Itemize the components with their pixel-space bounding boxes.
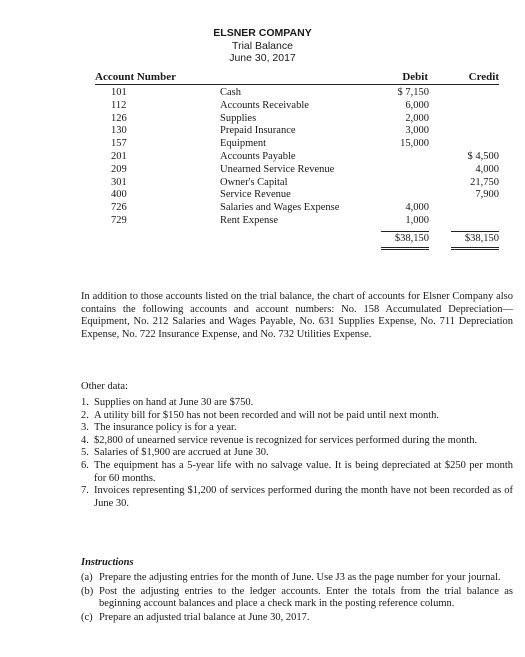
header-underline: [95, 84, 499, 85]
list-item-text: Supplies on hand at June 30 are $750.: [94, 397, 254, 408]
list-item-number: 7.: [81, 485, 89, 497]
credit-total-rule: [451, 231, 499, 232]
account-number: 157: [111, 138, 127, 150]
account-number: 130: [111, 125, 127, 137]
other-data-list: [81, 397, 513, 510]
column-header-credit: Credit: [468, 71, 499, 83]
table-row: [0, 138, 525, 151]
account-name: Unearned Service Revenue: [220, 163, 335, 175]
trial-balance-header: [0, 27, 525, 65]
statement-date: June 30, 2017: [229, 52, 296, 64]
table-row: [0, 100, 525, 113]
table-row: [0, 113, 525, 126]
credit-amount: 7,900: [475, 189, 499, 201]
list-item: [81, 447, 513, 460]
credit-amount: $ 4,500: [467, 150, 499, 162]
list-item-text: Prepare an adjusted trial balance at June 30, 2017.: [99, 611, 310, 623]
account-number: 126: [111, 112, 127, 124]
debit-total-rule: [381, 231, 429, 232]
debit-double-rule-1: [381, 247, 429, 248]
debit-amount: 3,000: [405, 125, 429, 137]
company-name: ELSNER COMPANY: [213, 27, 312, 39]
list-item-number: 6.: [81, 459, 89, 471]
other-data-label: Other data:: [81, 381, 128, 392]
account-number: 112: [111, 99, 127, 111]
chart-of-accounts-paragraph: In addition to those accounts listed on the trial balance, the chart of accounts for Elsner Company also contains the following accounts and account numbers: No. 158 Accumulated Depreciation—Equipment, No. 212 Salaries and Wages Payable, No. 631 Supplies Expense, No. 711 Depreciation Expense, No. 722 Insurance Expense, and No. 732 Utilities Expense.: [81, 291, 513, 340]
credit-double-rule-1: [451, 247, 499, 248]
credit-total: $38,150: [464, 233, 499, 244]
list-item-text: The insurance policy is for a year.: [94, 422, 237, 434]
statement-title: Trial Balance: [232, 39, 293, 52]
list-item-number: (c): [81, 611, 93, 623]
debit-amount: 2,000: [405, 112, 429, 124]
table-row: [0, 87, 525, 100]
list-item-text: $2,800 of unearned service revenue is recognized for services performed during the month.: [94, 434, 478, 446]
list-item: [81, 485, 513, 510]
instructions-title: Instructions: [81, 557, 134, 568]
table-row: [0, 215, 525, 228]
list-item-number: 3.: [81, 422, 89, 434]
account-number: 729: [111, 214, 127, 226]
column-header-debit: Debit: [402, 71, 428, 83]
list-item-number: (b): [81, 585, 94, 597]
list-item-number: 4.: [81, 434, 89, 446]
account-name: Supplies: [220, 112, 257, 124]
account-name: Prepaid Insurance: [220, 125, 296, 137]
table-row: [0, 189, 525, 202]
trial-balance-rows: [0, 87, 525, 228]
debit-total: $38,150: [394, 233, 429, 244]
table-row: [0, 202, 525, 215]
list-item: [81, 435, 513, 448]
account-name: Accounts Receivable: [220, 99, 309, 111]
list-item-text: The equipment has a 5-year life with no salvage value. It is being depreciated at $250 per month for 60 months.: [94, 459, 513, 484]
account-number: 400: [111, 189, 127, 201]
column-header-account-number: Account Number: [95, 71, 176, 83]
account-number: 726: [111, 202, 127, 214]
account-number: 301: [111, 176, 127, 188]
list-item-text: Prepare the adjusting entries for the month of June. Use J3 as the page number for your journal.: [99, 572, 501, 583]
account-number: 209: [111, 163, 127, 175]
table-row: [0, 125, 525, 138]
list-item: [81, 612, 513, 625]
list-item-text: Post the adjusting entries to the ledger accounts. Enter the totals from the trial balance as beginning account balances and place a check mark in the posting reference column.: [99, 585, 513, 610]
account-number: 201: [111, 150, 127, 162]
table-row: [0, 151, 525, 164]
list-item: [81, 586, 513, 611]
account-name: Cash: [220, 87, 241, 98]
list-item: [81, 422, 513, 435]
list-item: [81, 410, 513, 423]
list-item: [81, 460, 513, 485]
list-item-text: Salaries of $1,900 are accrued at June 30.: [94, 447, 269, 459]
account-name: Owner's Capital: [220, 176, 288, 188]
list-item-number: (a): [81, 572, 93, 583]
instructions-list: [81, 572, 513, 625]
list-item-text: A utility bill for $150 has not been recorded and will not be paid until next month.: [94, 409, 439, 421]
credit-amount: 21,750: [470, 176, 499, 188]
debit-amount: 15,000: [400, 138, 429, 150]
debit-amount: 1,000: [405, 214, 429, 226]
credit-double-rule-2: [451, 249, 499, 250]
list-item-number: 5.: [81, 447, 89, 459]
list-item: [81, 397, 513, 410]
list-item-text: Invoices representing $1,200 of services performed during the month have not been recorded as of June 30.: [94, 485, 513, 509]
account-name: Service Revenue: [220, 189, 291, 201]
account-name: Rent Expense: [220, 214, 279, 226]
account-name: Accounts Payable: [220, 150, 296, 162]
debit-amount: 6,000: [405, 99, 429, 111]
account-number: 101: [111, 87, 127, 98]
account-name: Salaries and Wages Expense: [220, 202, 340, 214]
credit-amount: 4,000: [475, 163, 499, 175]
table-row: [0, 177, 525, 190]
debit-double-rule-2: [381, 249, 429, 250]
account-name: Equipment: [220, 138, 267, 150]
debit-amount: $ 7,150: [397, 87, 429, 98]
list-item: [81, 572, 513, 585]
debit-amount: 4,000: [405, 202, 429, 214]
list-item-number: 1.: [81, 397, 89, 408]
table-row: [0, 164, 525, 177]
list-item-number: 2.: [81, 409, 89, 421]
